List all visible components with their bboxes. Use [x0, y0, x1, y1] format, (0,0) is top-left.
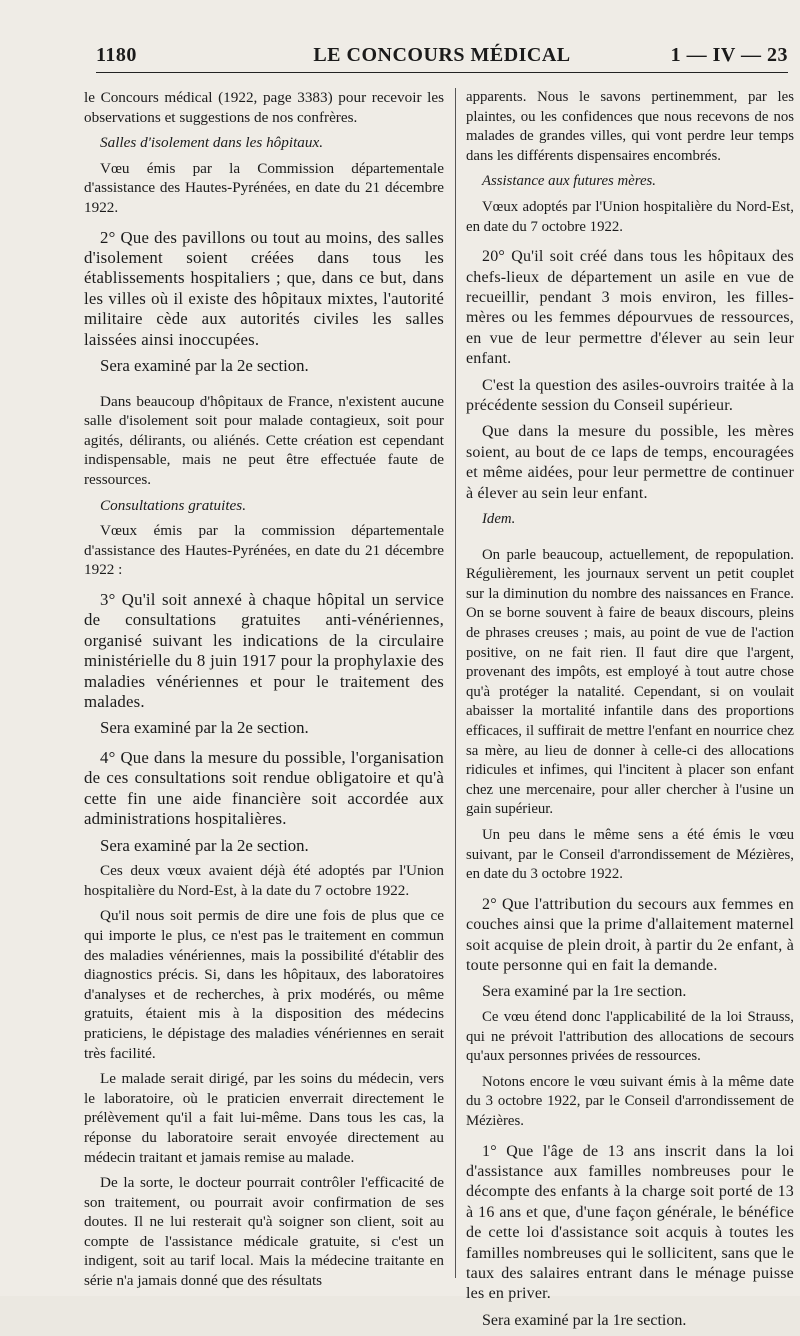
paragraph: Notons encore le vœu suivant émis à la même date du 3 octobre 1922, par le Conseil d'arrondissement de Mézières. [466, 1073, 794, 1129]
page-header [96, 44, 788, 73]
paragraph: Vœux adoptés par l'Union hospitalière du Nord-Est, en date du 7 octobre 1922. [466, 198, 794, 235]
paragraph: Dans beaucoup d'hôpitaux de France, n'existent aucune salle d'isolement soit pour malade contagieux, soit pour agités, délirants, ou aliénés. Cette création est cependant indispensable, mais ne peut être effectuée faute de ressources. [84, 392, 444, 488]
motion-text: C'est la question des asiles-ouvroirs traitée à la précédente session du Conseil supérieur. [466, 376, 794, 414]
exam-note: Sera examiné par la 2e section. [100, 718, 309, 738]
paragraph: Vœu émis par la Commission départementale d'assistance des Hautes-Pyrénées, en date du 21 décembre 1922. [84, 159, 444, 216]
paragraph: On parle beaucoup, actuellement, de repopulation. Régulièrement, les journaux servent un petit couplet sur la diminution du nombre des naissances en France. On se borne souvent à faire de beaux discours, pleins de phrases creuses ; mais, au point de vue de l'action positive, on ne fait rien. Il faut dire que l'argent, provenant des impôts, est employé à tout autre chose qu'à protéger la natalité. Cependant, si on voulait abaisser la mortalité infantile dans des proportions efficaces, il suffirait de mettre l'enfant en nourrice chez sa mère, au lieu de donner à celle-ci des allocations ridicules et infimes, qui l'incitent à placer son enfant chez une mercenaire, pour aller chercher à l'usine un gain supérieur. [466, 546, 794, 818]
column-divider [455, 88, 456, 1278]
motion-text: Que dans la mesure du possible, les mères soient, au bout de ce laps de temps, encouragées et même aidées, pour leur permettre de continuer à élever au sein leur enfant. [466, 423, 794, 502]
paragraph: le Concours médical (1922, page 3383) pour recevoir les observations et suggestions de nos confrères. [84, 89, 444, 126]
paragraph: apparents. Nous le savons pertinemment, par les plaintes, ou les confidences que nous recevons de nos malades de grandes villes, qui vont perdre leur temps dans les différents dispensaires encombrés. [466, 89, 794, 164]
motion-text: 4° Que dans la mesure du possible, l'organisation de ces consultations soit rendue obligatoire et qu'à cette fin une aide financière soit accordée aux administrations hospitalières. [84, 747, 444, 829]
right-column [466, 88, 794, 1336]
motion-text: 2° Que l'attribution du secours aux femmes en couches ainsi que la prime d'allaitement maternel soit acquise de plein droit, à partir du 2e enfant, à toute personne qui en fait la demande. [466, 895, 794, 974]
left-column [84, 88, 444, 1297]
journal-title: LE CONCOURS MÉDICAL [313, 44, 571, 66]
exam-note: Sera examiné par la 2e section. [100, 356, 309, 375]
motion-text: 1° Que l'âge de 13 ans inscrit dans la loi d'assistance aux familles nombreuses pour le décompte des enfants à la charge soit porté de 13 à 16 ans et que, d'une façon générale, le bénéfice de cette loi d'assistance soit acquis à toutes les familles nombreuses qui le sollicitent, sans que le taux des salaires entrant dans le ménage puisse les en priver. [466, 1142, 794, 1303]
issue-date: 1 — IV — 23 [670, 44, 788, 66]
paragraph: Vœux émis par la commission départementale d'assistance des Hautes-Pyrénées, en date du 21 décembre 1922 : [84, 522, 444, 579]
exam-note: Sera examiné par la 1re section. [482, 983, 687, 1001]
paragraph: De la sorte, le docteur pourrait contrôler l'efficacité de son traitement, ou pourrait avoir confirmation de ses doutes. Il ne lui resterait qu'à soigner son client, soit au compte de l'assistance médicale gratuite, si c'est un indigent, soit au tarif local. Mais la médecine traitante en série n'a jamais donné que des résultats [84, 1174, 444, 1290]
paragraph: Ces deux vœux avaient déjà été adoptés par l'Union hospitalière du Nord-Est, à la date du 7 octobre 1922. [84, 862, 444, 899]
paragraph: Le malade serait dirigé, par les soins du médecin, vers le laboratoire, où le praticien enverrait directement le prélèvement qu'il a fait lui-même. Dans tous les cas, la réponse du laboratoire serait envoyée directement au médecin traitant et jamais remise au malade. [84, 1070, 444, 1166]
motion-text: 20° Qu'il soit créé dans tous les hôpitaux des chefs-lieux de département un asile en vue de recueillir, pendant 3 mois environ, les filles-mères ou les femmes dépourvues de ressources, en vue de leur permettre d'élever au sein leur enfant. [466, 248, 794, 368]
paragraph: Ce vœu étend donc l'applicabilité de la loi Strauss, qui ne prévoit l'attribution des allocations de secours qu'aux personnes privées de ressources. [466, 1008, 794, 1065]
section-heading: Consultations gratuites. [100, 496, 246, 514]
section-heading: Assistance aux futures mères. [482, 173, 656, 190]
motion-text: 2° Que des pavillons ou tout au moins, des salles d'isolement soient créées dans tous les établissements hospitaliers ; que, dans ce but, dans les villes où il existe des hôpitaux mixtes, l'autorité militaire cède aux autorités civiles les salles laissées ainsi inoccupées. [84, 227, 444, 349]
section-heading: Salles d'isolement dans les hôpitaux. [100, 134, 324, 152]
paragraph: Qu'il nous soit permis de dire une fois de plus que ce qui importe le plus, ce n'est pas le traitement en commun des maladies vénériennes, mais la possibilité d'établir des diagnostics précis. Si, dans les hôpitaux, des laboratoires d'analyses et de recherches, à prix modérés, ou même gratuits, étaient mis à la disposition des médecins praticiens, le dépistage des maladies vénériennes en serait très facilité. [84, 907, 444, 1062]
paragraph: Un peu dans le même sens a été émis le vœu suivant, par le Conseil d'arrondissement de Mézières, en date du 3 octobre 1922. [466, 826, 794, 883]
idem-note: Idem. [482, 511, 516, 528]
page-number: 1180 [96, 44, 137, 66]
exam-note: Sera examiné par la 2e section. [100, 835, 309, 855]
exam-note: Sera examiné par la 1re section. [482, 1311, 687, 1329]
motion-text: 3° Qu'il soit annexé à chaque hôpital un service de consultations gratuites anti-vénériennes, organisé suivant les indications de la circulaire ministérielle du 8 juin 1917 pour la prophylaxie des maladies vénériennes et pour le traitement des malades. [84, 589, 444, 711]
